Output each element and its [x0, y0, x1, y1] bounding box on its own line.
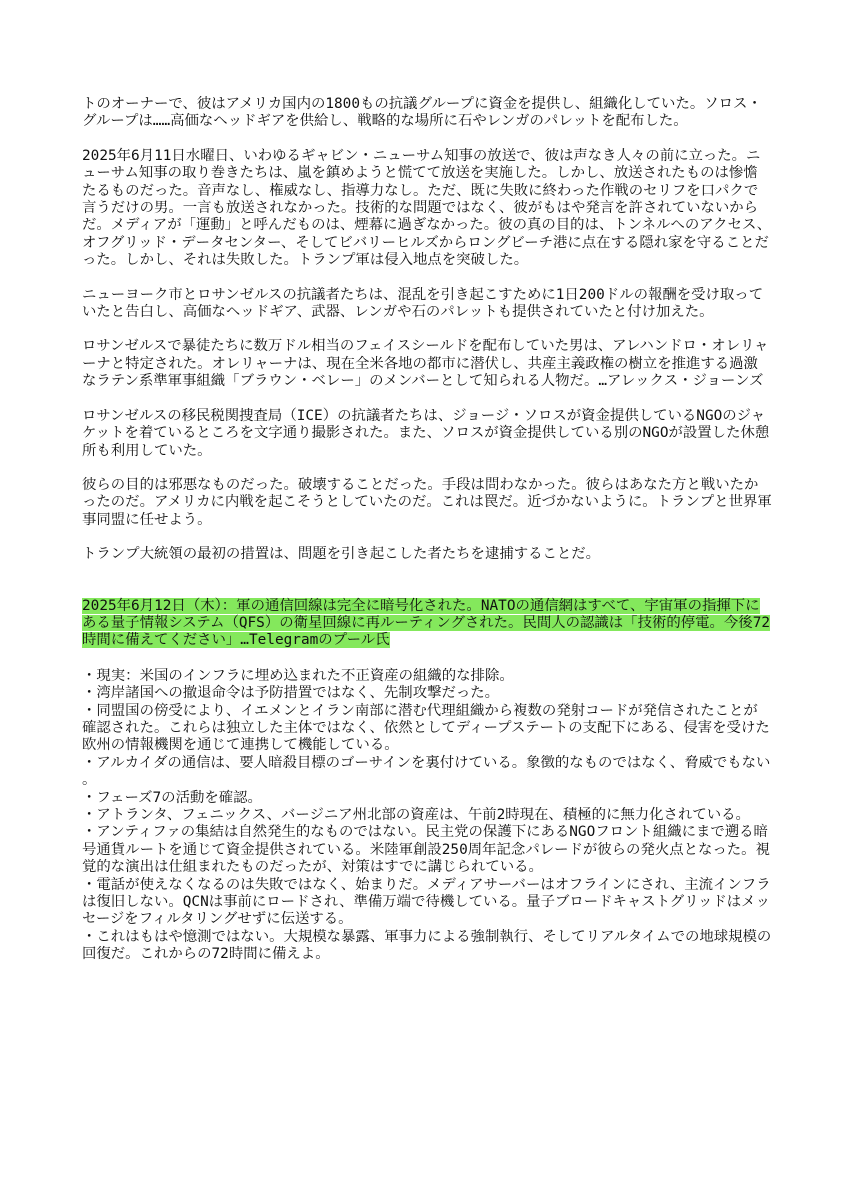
bullet-item: ・現実：米国のインフラに埋め込まれた不正資産の組織的な排除。 [82, 667, 514, 684]
paragraph-newsom-broadcast: 2025年6月11日水曜日、いわゆるギャビン・ニューサム知事の放送で、彼は声なき人々の前に立った。ニューサム知事の取り巻きたちは、嵐を鎮めようと慌てて放送を実施した。しかし、放送されたものは惨憺たるものだった。音声なし、権威なし、指導力なし。ただ、既に失敗に終わった作戦のセリフを口パクで言うだけの男。一言も放送されなかった。技術的な問題ではなく、彼がもはや発言を許されていないからだ。メディアが「運動」と呼んだものは、煙幕に過ぎなかった。彼の真の目的は、トンネルへのアクセス、オフグリッド・データセンター、そしてビバリーヒルズからロングビーチ港に点在する隠れ家を守ることだった。しかし、それは失敗した。トランプ軍は侵入地点を突破した。 [82, 147, 772, 269]
document-page [82, 96, 772, 964]
paragraph-ice-protesters: ロサンゼルスの移民税関捜査局（ICE）の抗議者たちは、ジョージ・ソロスが資金提供しているNGOのジャケットを着ているところを文字通り撮影された。また、ソロスが資金提供している別のNGOが設置した休憩所も利用していた。 [82, 407, 770, 459]
paragraph-paid-protesters: ニューヨーク市とロサンゼルスの抗議者たちは、混乱を引き起こすために1日200ドルの報酬を受け取っていたと告白し、高価なヘッドギア、武器、レンガや石のパレットも提供されていたと付け加えた。 [82, 286, 764, 321]
paragraph-their-goal: 彼らの目的は邪悪なものだった。破壊することだった。手段は問わなかった。彼らはあなた方と戦いたかったのだ。アメリカに内戦を起こそうとしていたのだ。これは罠だ。近づかないように。トランプと世界軍事同盟に任せよう。 [82, 476, 772, 528]
paragraph-first-measure: トランプ大統領の最初の措置は、問題を引き起こした者たちを逮捕することだ。 [82, 546, 601, 563]
bullet-item: ・湾岸諸国への撤退命令は予防措置ではなく、先制攻撃だった。 [82, 685, 500, 702]
bullet-item: ・アンティファの集結は自然発生的なものではない。民主党の保護下にあるNGOフロント組織にまで遡る暗号通貨ルートを通じて資金提供されている。米陸軍創設250周年記念パレードが彼らの発火点となった。視覚的な演出は仕組まれたものだったが、対策はすでに講じられている。 [82, 824, 770, 876]
bullet-item: ・アルカイダの通信は、要人暗殺目標のゴーサインを裏付けている。象徴的なものではなく、脅威でもない。 [82, 754, 771, 789]
highlighted-paragraph [82, 598, 772, 650]
bullet-item: ・同盟国の傍受により、イエメンとイラン南部に潜む代理組織から複数の発射コードが発信されたことが確認された。これらは独立した主体ではなく、依然としてディープステートの支配下にある、侵害を受けた欧州の情報機関を通じて連携して機能している。 [82, 702, 770, 754]
paragraph-brown-berets: ロサンゼルスで暴徒たちに数万ドル相当のフェイスシールドを配布していた男は、アレハンドロ・オレリャーナと特定された。オレリャーナは、現在全米各地の都市に潜伏し、共産主義政権の樹立を推進する過激なラテン系準軍事組織「ブラウン・ベレー」のメンバーとして知られる人物だ。…アレックス・ジョーンズ [82, 338, 769, 390]
bullet-item: ・フェーズ7の活動を確認。 [82, 789, 262, 806]
bullet-list [82, 668, 772, 964]
bullet-item: ・アトランタ、フェニックス、バージニア州北部の資産は、午前2時現在、積極的に無力化されている。 [82, 807, 750, 823]
paragraph-soros-group: トのオーナーで、彼はアメリカ国内の1800もの抗議グループに資金を提供し、組織化していた。ソロス・グループは……高価なヘッドギアを供給し、戦略的な場所に石やレンガのパレットを配布した。 [82, 96, 762, 130]
bullet-item: ・電話が使えなくなるのは失敗ではなく、始まりだ。メディアサーバーはオフラインにされ、主流インフラは復旧しない。QCNは事前にロードされ、準備万端で待機している。量子ブロードキャストグリッドはメッセージをフィルタリングせずに伝送する。 [82, 876, 771, 928]
highlighted-text: 2025年6月12日（木）：軍の通信回線は完全に暗号化された。NATOの通信網はすべて、宇宙軍の指揮下にある量子情報システム（QFS）の衛星回線に再ルーティングされた。民間人の認識は「技術的停電。今後72時間に備えてください」…Telegramのプール氏 [82, 597, 771, 649]
bullet-item: ・これはもはや憶測ではない。大規模な暴露、軍事力による強制執行、そしてリアルタイムでの地球規模の回復だ。これからの72時間に備えよ。 [82, 928, 772, 963]
